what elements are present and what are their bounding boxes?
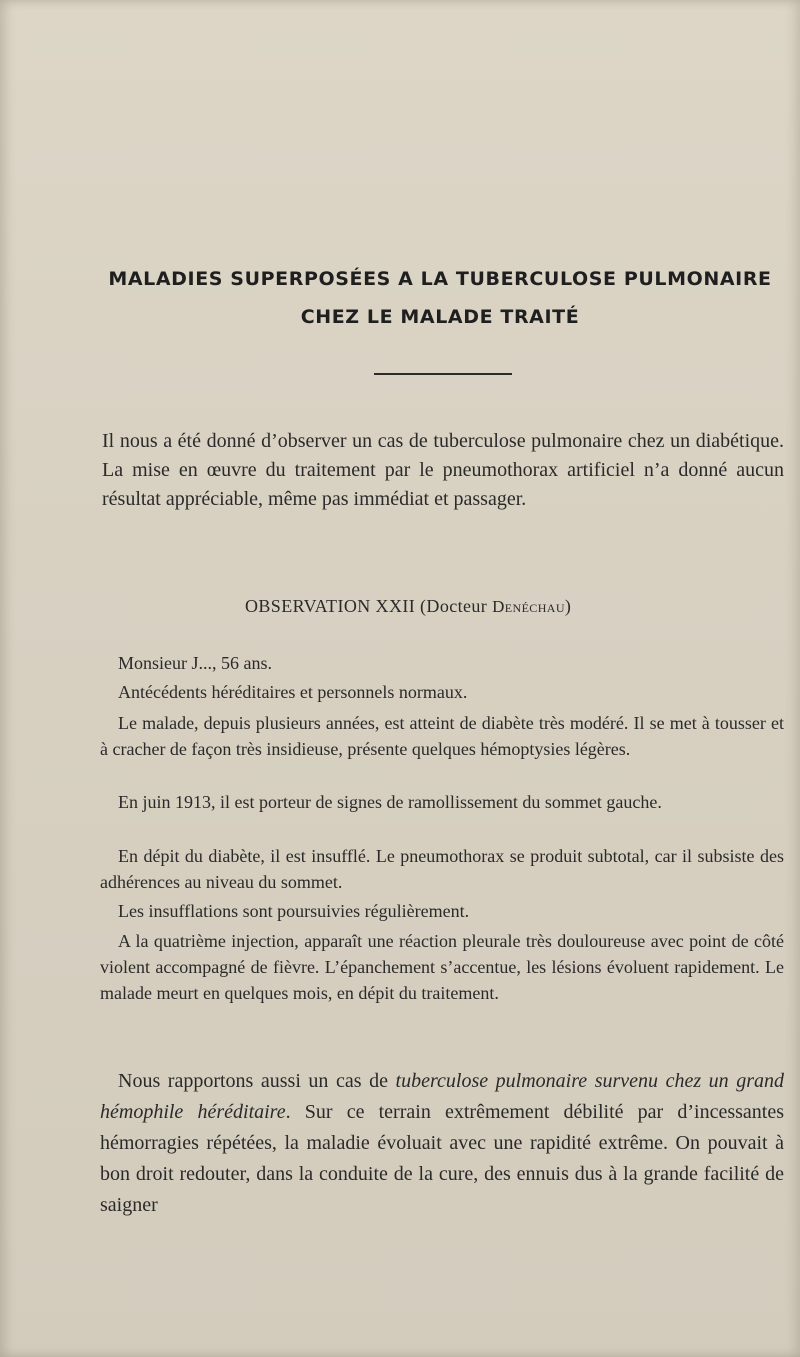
closing-text-end: . Sur ce terrain extrêmement débilité par d’incessantes hémorragies répétées, la maladie évoluait avec une rapidité extrême. On pouvait à bon droit redouter, dans la conduite de la cure, des ennuis dus à la grande facilité de saigner: [100, 1101, 784, 1216]
intro-paragraph: [102, 427, 784, 514]
observation-heading: [245, 596, 571, 617]
observation-doctor-name: Denéchau: [492, 597, 565, 616]
observation-paragraph: Monsieur J..., 56 ans.: [118, 653, 272, 673]
closing-text-start: Nous rapportons aussi un cas de: [118, 1070, 396, 1092]
observation-heading-text: OBSERVATION XXII (Docteur: [245, 596, 488, 616]
observation-paragraph: En juin 1913, il est porteur de signes de ramollissement du sommet gauche.: [118, 792, 662, 812]
chapter-title-line-1: MALADIES SUPERPOSÉES A LA TUBERCULOSE PULMONAIRE: [108, 268, 772, 290]
intro-text: Il nous a été donné d’observer un cas de tuberculose pulmonaire chez un diabétique. La mise en œuvre du traitement par le pneumothorax artificiel n’a donné aucun résultat appréciable, même pas immédiat et passager.: [102, 430, 784, 510]
closing-italic-text: tuberculose pulmonaire survenu chez un grand hémophile héréditaire: [100, 1070, 784, 1123]
observation-paragraph: Le malade, depuis plusieurs années, est atteint de diabète très modéré. Il se met à tousser et à cracher de façon très insidieuse, présente quelques hémoptysies légères.: [100, 713, 784, 759]
chapter-title-line-2: CHEZ LE MALADE TRAITÉ: [300, 306, 580, 328]
title-divider: [374, 373, 512, 375]
observation-heading-close: ): [564, 596, 572, 616]
observation-paragraph: Antécédents héréditaires et personnels normaux.: [118, 682, 468, 702]
observation-paragraph: En dépit du diabète, il est insufflé. Le pneumothorax se produit subtotal, car il subsiste des adhérences au niveau du sommet.: [100, 846, 784, 892]
observation-paragraph: A la quatrième injection, apparaît une réaction pleurale très douloureuse avec point de côté violent accompagné de fièvre. L’épanchement s’accentue, les lésions évoluent rapidement. Le malade meurt en quelques mois, en dépit du traitement.: [100, 931, 784, 1003]
closing-paragraph: [100, 1066, 784, 1221]
observation-paragraph: Les insufflations sont poursuivies régulièrement.: [118, 901, 470, 921]
